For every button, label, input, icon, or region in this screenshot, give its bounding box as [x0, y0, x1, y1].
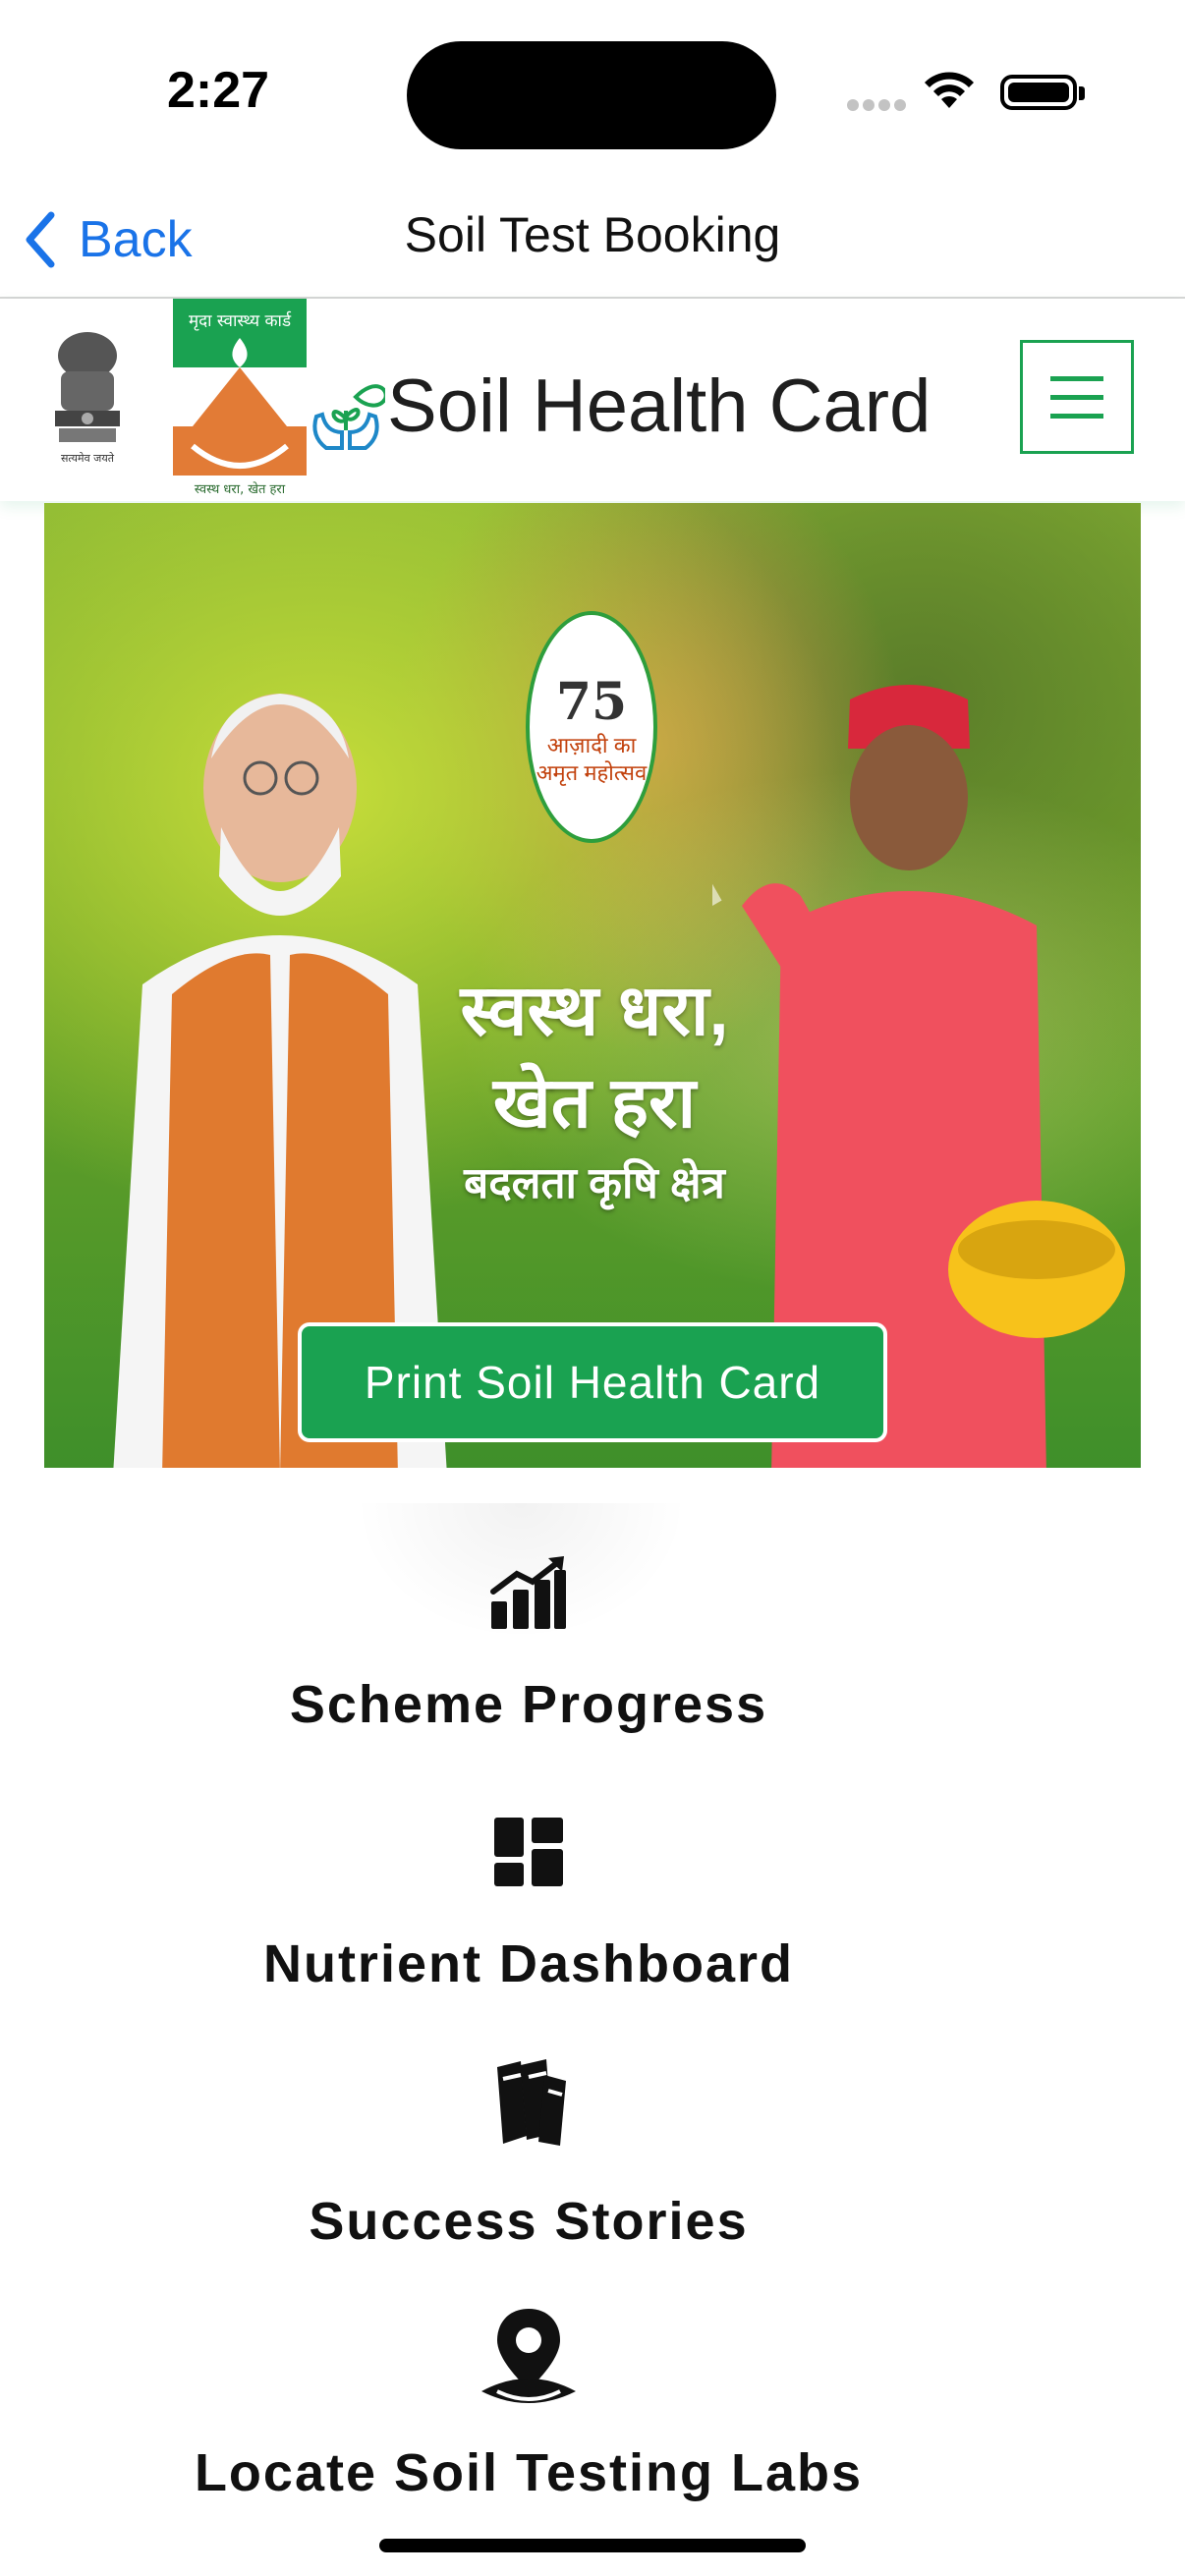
cellular-signal-icon: [847, 98, 910, 116]
dynamic-island: [407, 41, 776, 149]
quick-link-nutrient-dashboard[interactable]: [0, 1816, 1057, 1994]
quick-link-success-stories[interactable]: [0, 2057, 1057, 2252]
svg-text:सत्यमेव जयते: सत्यमेव जयते: [60, 452, 115, 465]
status-time: 2:27: [167, 62, 270, 119]
page-title: Soil Test Booking: [404, 207, 781, 262]
azadi-amrit-mahotsav-badge: [526, 611, 657, 843]
slogan-line-2: खेत हरा: [492, 1064, 697, 1143]
azadi-text-1: आज़ादी का: [546, 733, 637, 757]
quick-link-locate-labs[interactable]: [0, 2305, 1057, 2505]
home-indicator: [379, 2539, 806, 2552]
quick-link-label: Scheme Progress: [289, 1675, 768, 1734]
chart-bar-icon: [487, 1550, 570, 1633]
brand-name: Soil Health Card: [387, 364, 931, 448]
quick-link-label: Success Stories: [309, 2192, 749, 2251]
hero-banner: [44, 503, 1141, 1468]
wifi-icon: [922, 69, 977, 112]
dashboard-icon: [492, 1816, 565, 1888]
hamburger-menu-button[interactable]: [1020, 340, 1134, 454]
menu-line: [1050, 376, 1103, 381]
battery-cap: [1079, 86, 1085, 100]
books-icon: [487, 2057, 570, 2148]
slogan-line-3: बदलता कृषि क्षेत्र: [464, 1159, 725, 1207]
soil-health-card-logo: [173, 299, 307, 499]
map-pin-icon: [478, 2305, 580, 2407]
site-header: [0, 299, 1185, 501]
menu-line: [1050, 414, 1103, 419]
azadi-number: 75: [555, 672, 628, 732]
banner-slogan: [457, 965, 732, 1218]
back-label: Back: [79, 211, 193, 268]
navigation-bar: [0, 187, 1185, 299]
hands-leaf-icon: [307, 338, 385, 456]
national-emblem-icon: [43, 326, 132, 474]
slogan-line-1: स्वस्थ धरा,: [460, 972, 729, 1050]
battery-icon: [1000, 75, 1077, 110]
quick-link-scheme-progress[interactable]: [0, 1550, 1057, 1735]
quick-link-label: Nutrient Dashboard: [262, 1934, 795, 1993]
svg-text:मृदा स्वास्थ्य कार्ड: मृदा स्वास्थ्य कार्ड: [188, 311, 292, 331]
azadi-text-2: अमृत महोत्सव: [536, 760, 648, 785]
quick-link-label: Locate Soil Testing Labs: [194, 2443, 864, 2502]
print-soil-health-card-button[interactable]: Print Soil Health Card: [298, 1322, 887, 1442]
menu-line: [1050, 395, 1103, 400]
status-bar: [0, 0, 1185, 187]
svg-text:स्वस्थ धरा, खेत हरा: स्वस्थ धरा, खेत हरा: [194, 482, 286, 497]
